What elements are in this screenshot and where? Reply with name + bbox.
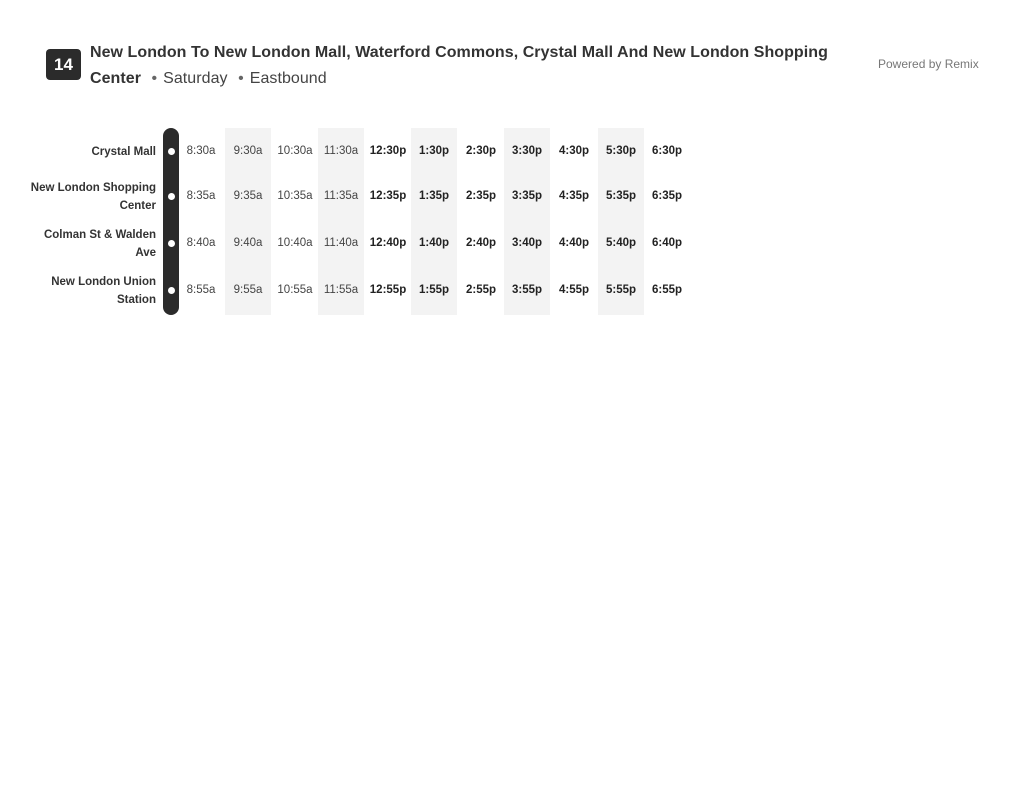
departure-time: 2:35p	[465, 190, 497, 202]
timetable	[0, 128, 1024, 318]
departure-time: 3:55p	[511, 284, 543, 296]
departure-time: 1:55p	[418, 284, 450, 296]
departure-time: 5:40p	[605, 237, 637, 249]
separator-dot: •	[238, 70, 244, 87]
departure-time: 4:30p	[558, 145, 590, 157]
departure-time: 11:35a	[323, 190, 359, 202]
route-title	[90, 40, 850, 92]
departure-time: 6:55p	[651, 284, 683, 296]
departure-time: 10:30a	[277, 145, 313, 157]
route-title-text: New London To New London Mall, Waterford Commons, Crystal Mall And New London Shopping Center	[90, 44, 828, 87]
departure-time: 2:40p	[465, 237, 497, 249]
departure-time: 9:55a	[233, 284, 263, 296]
departure-time: 3:35p	[511, 190, 543, 202]
stop-name: Crystal Mall	[91, 146, 156, 158]
departure-time: 9:30a	[233, 145, 263, 157]
departure-time: 8:40a	[186, 237, 216, 249]
departure-time: 10:55a	[277, 284, 313, 296]
departure-time: 1:30p	[418, 145, 450, 157]
departure-time: 5:30p	[605, 145, 637, 157]
stop-name: New London Union Station	[51, 276, 156, 306]
departure-time: 5:35p	[605, 190, 637, 202]
departure-time: 4:55p	[558, 284, 590, 296]
departure-time: 11:55a	[323, 284, 359, 296]
departure-time: 1:35p	[418, 190, 450, 202]
stop-dot	[168, 193, 175, 200]
title-block	[90, 40, 850, 92]
departure-time: 4:40p	[558, 237, 590, 249]
departure-time: 8:55a	[186, 284, 216, 296]
departure-time: 5:55p	[605, 284, 637, 296]
powered-by-label: Powered by Remix	[878, 57, 979, 71]
departure-time: 9:40a	[233, 237, 263, 249]
departure-time: 8:35a	[186, 190, 216, 202]
departure-time: 12:30p	[369, 145, 407, 157]
departure-time: 11:40a	[323, 237, 359, 249]
departure-time: 6:35p	[651, 190, 683, 202]
stop-dot	[168, 287, 175, 294]
departure-time: 2:30p	[465, 145, 497, 157]
departure-time: 8:30a	[186, 145, 216, 157]
departure-time: 3:40p	[511, 237, 543, 249]
departure-time: 6:30p	[651, 145, 683, 157]
departure-time: 1:40p	[418, 237, 450, 249]
departure-time: 6:40p	[651, 237, 683, 249]
direction: Eastbound	[249, 70, 327, 87]
stop-name: Colman St & Walden Ave	[43, 229, 156, 259]
route-number-badge: 14	[46, 49, 81, 80]
departure-time: 12:35p	[369, 190, 407, 202]
separator-dot: •	[151, 70, 158, 87]
departure-time: 12:55p	[369, 284, 407, 296]
departure-time: 9:35a	[233, 190, 263, 202]
service-day: Saturday	[163, 70, 228, 87]
departure-time: 3:30p	[511, 145, 543, 157]
departure-time: 4:35p	[558, 190, 590, 202]
departure-time: 10:40a	[277, 237, 313, 249]
departure-time: 11:30a	[323, 145, 359, 157]
departure-time: 2:55p	[465, 284, 497, 296]
stop-name: New London Shopping Center	[30, 182, 156, 212]
stop-dot	[168, 240, 175, 247]
stop-dot	[168, 148, 175, 155]
departure-time: 12:40p	[369, 237, 407, 249]
departure-time: 10:35a	[277, 190, 313, 202]
